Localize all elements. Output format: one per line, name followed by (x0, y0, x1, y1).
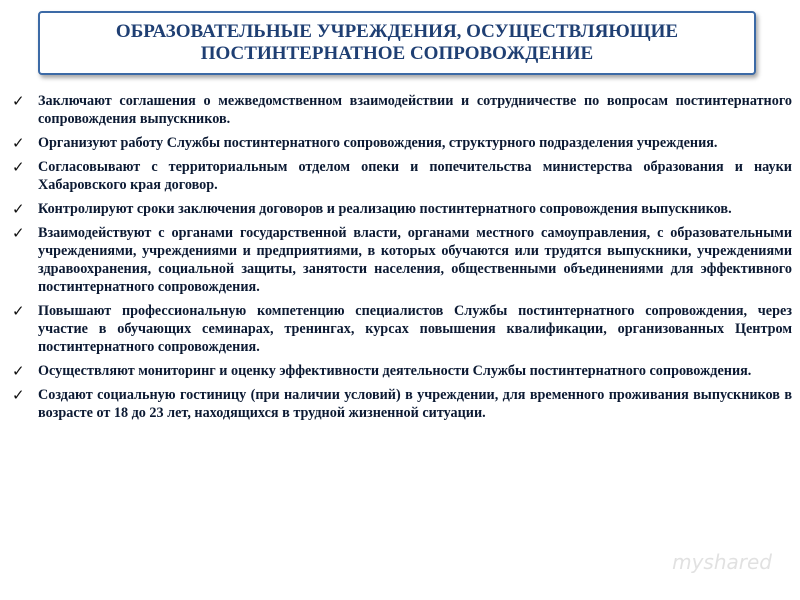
list-item-text: Создают социальную гостиницу (при наличии условий) в учреждении, для временного проживания выпускников в возрасте от 18 до 23 лет, находящихся в трудной жизненной ситуации. (38, 387, 792, 421)
checkmark-icon: ✓ (12, 362, 25, 380)
list-item-text: Повышают профессиональную компетенцию специалистов Службы постинтернатного сопровождения, через участие в обучающих семинарах, тренингах, курсах повышения квалификации, организованных Центром постинтернатного сопровождения. (38, 303, 792, 355)
checkmark-icon: ✓ (12, 386, 25, 404)
checkmark-icon: ✓ (12, 158, 25, 176)
list-item-text: Организуют работу Службы постинтернатного сопровождения, структурного подразделения учреждения. (38, 135, 718, 151)
list-item (12, 302, 792, 356)
checkmark-icon: ✓ (12, 92, 25, 110)
checkmark-icon: ✓ (12, 302, 25, 320)
list-item (12, 158, 792, 194)
list-item-text: Согласовывают с территориальным отделом опеки и попечительства министерства образования и науки Хабаровского края договор. (38, 159, 792, 193)
page-title: ОБРАЗОВАТЕЛЬНЫЕ УЧРЕЖДЕНИЯ, ОСУЩЕСТВЛЯЮЩИЕ ПОСТИНТЕРНАТНОЕ СОПРОВОЖДЕНИЕ (115, 21, 679, 64)
checkmark-icon: ✓ (12, 224, 25, 242)
checkmark-icon: ✓ (12, 200, 25, 218)
list-item (12, 386, 792, 422)
watermark: myshared (672, 550, 772, 574)
list-item (12, 200, 792, 218)
title-box (38, 11, 756, 75)
list-item-text: Взаимодействуют с органами государственной власти, органами местного самоуправления, с образовательными учреждениями, учреждениями и предприятиями, в которых обучаются или трудятся выпускники, учреждениями здравоохранения, социальной защиты, занятости населения, общественными объединениями для эффективного постинтернатного сопровождения. (38, 225, 792, 295)
list-item-text: Контролируют сроки заключения договоров и реализацию постинтернатного сопровождения выпускников. (38, 201, 732, 217)
list-item (12, 224, 792, 296)
checkmark-icon: ✓ (12, 134, 25, 152)
list-item (12, 362, 792, 380)
bullet-list (12, 92, 792, 428)
list-item-text: Заключают соглашения о межведомственном взаимодействии и сотрудничестве по вопросам постинтернатного сопровождения выпускников. (38, 93, 792, 127)
list-item-text: Осуществляют мониторинг и оценку эффективности деятельности Службы постинтернатного сопровождения. (38, 363, 752, 379)
list-item (12, 92, 792, 128)
list-item (12, 134, 792, 152)
